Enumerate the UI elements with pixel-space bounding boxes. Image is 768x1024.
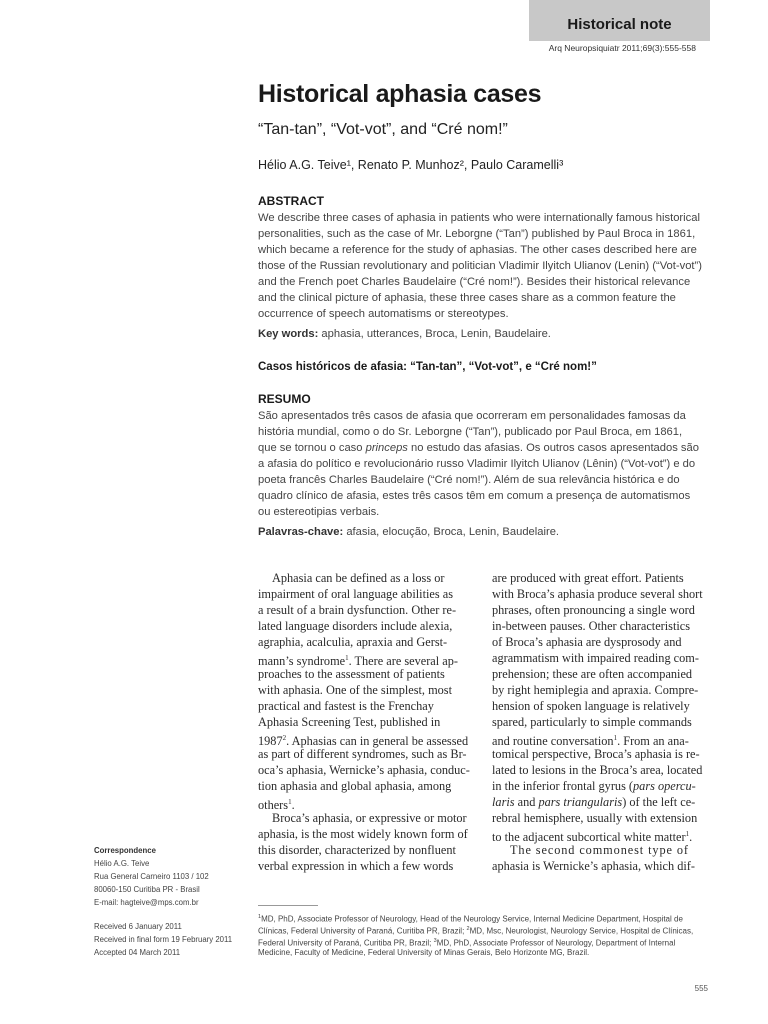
body-line: are produced with great effort. Patients bbox=[492, 571, 684, 585]
body-line: as part of different syndromes, such as Br- bbox=[258, 747, 467, 761]
footnote-line: $^1$MD, PhD, Associate Professor of Neurology, Head of the Neurology Service, Internal Medicine Department, Hospital de bbox=[258, 914, 683, 924]
body-line: of Broca’s aphasia are dysprosody and bbox=[492, 635, 682, 649]
article-title: Historical aphasia cases bbox=[258, 80, 542, 108]
body-line: by right hemiplegia and apraxia. Compre- bbox=[492, 683, 699, 697]
body-line: oca’s aphasia, Wernicke’s aphasia, conduc- bbox=[258, 763, 470, 777]
keywords-line bbox=[258, 326, 551, 342]
body-line: this disorder, characterized by nonfluent bbox=[258, 843, 456, 857]
keywords-label: Key words: bbox=[258, 328, 319, 340]
princeps-italic: princeps bbox=[365, 442, 408, 454]
body-line: aphasia, is the most widely known form of bbox=[258, 827, 468, 841]
footnote-divider bbox=[258, 905, 318, 906]
body-line: a result of a brain dysfunction. Other re- bbox=[258, 603, 457, 617]
body-line: others$^1$. bbox=[258, 798, 295, 813]
section-tab-label: Historical note bbox=[567, 16, 672, 33]
body-line: rebral hemisphere, usually with extension bbox=[492, 811, 698, 825]
body-line: with aphasia. One of the simplest, most bbox=[258, 683, 452, 697]
page-number: 555 bbox=[694, 984, 708, 993]
body-line: Aphasia Screening Test, published in bbox=[258, 715, 441, 729]
resumo-line: São apresentados três casos de afasia que ocorreram em personalidades famosas da bbox=[258, 410, 686, 422]
body-line: Broca’s aphasia, or expressive or motor bbox=[272, 811, 467, 825]
body-line: Aphasia can be defined as a loss or bbox=[272, 571, 445, 585]
citation-ref: 1 bbox=[613, 734, 618, 742]
footnote-line: Clínicas, Federal University of Paraná, Curitiba PR, Brazil; $^2$MD, Msc, Neurologist, Neurology Service, Hospital de Clínicas, bbox=[258, 926, 694, 936]
body-line: aphasia is Wernicke’s aphasia, which dif- bbox=[492, 859, 695, 873]
body-line: The second commonest type of bbox=[510, 843, 689, 857]
body-line: hension of spoken language is relatively bbox=[492, 699, 690, 713]
footnote-line: Federal University of Paraná, Curitiba PR, Brazil; $^3$MD, PhD, Associate Professor of Neurology, Department of Internal bbox=[258, 938, 676, 948]
resumo-line: história mundial, como o do Sr. Leborgne (“Tan”), publicado por Paul Broca, em 1861, bbox=[258, 426, 683, 438]
palavras-chave-label: Palavras-chave: bbox=[258, 526, 344, 538]
resumo-line: ou estereotipias verbais. bbox=[258, 506, 380, 518]
resumo-line: que se tornou o caso princeps no estudo das afasias. Os outros casos apresentados são bbox=[258, 442, 699, 454]
correspondence-address: 80060-150 Curitiba PR - Brasil bbox=[94, 885, 200, 894]
body-line: mann’s syndrome$^1$. There are several ap- bbox=[258, 654, 458, 669]
body-line: prehension; these are often accompanied bbox=[492, 667, 693, 681]
abstract-line: and the clinical picture of aphasia, these three cases share as a common feature the bbox=[258, 292, 676, 304]
correspondence-heading: Correspondence bbox=[94, 846, 156, 855]
portuguese-title: Casos históricos de afasia: “Tan-tan”, “Vot-vot”, e “Cré nom!” bbox=[258, 361, 597, 373]
correspondence-name: Hélio A.G. Teive bbox=[94, 859, 150, 868]
correspondence-email: E-mail: hagteive@mps.com.br bbox=[94, 898, 199, 907]
received-date: Received 6 January 2011 bbox=[94, 922, 182, 931]
body-line: laris and pars triangularis) of the left ce- bbox=[492, 795, 696, 809]
body-line: lated language disorders include alexia, bbox=[258, 619, 453, 633]
abstract-line: We describe three cases of aphasia in patients who were internationally famous historical bbox=[258, 212, 700, 224]
body-line: in the inferior frontal gyrus (pars opercu- bbox=[492, 779, 696, 793]
body-line: verbal expression in which a few words bbox=[258, 859, 454, 873]
body-line: tomical perspective, Broca’s aphasia is re- bbox=[492, 747, 700, 761]
body-line: to the adjacent subcortical white matter$^1$. bbox=[492, 830, 693, 845]
body-line: with Broca’s aphasia produce several short bbox=[492, 587, 703, 601]
body-line: proaches to the assessment of patients bbox=[258, 667, 445, 681]
body-line: in-between pauses. Other characteristics bbox=[492, 619, 691, 633]
article-subtitle: “Tan-tan”, “Vot-vot”, and “Cré nom!” bbox=[258, 121, 508, 138]
body-line: spared, particularly to simple commands bbox=[492, 715, 692, 729]
body-line: lated to lesions in the Broca’s area, located bbox=[492, 763, 703, 777]
resumo-line: poeta francês Charles Baudelaire (“Cré nom!”). Além de sua relevância histórica e do bbox=[258, 474, 680, 486]
abstract-line: and the French poet Charles Baudelaire (“Cré nom!”). Besides their historical relevance bbox=[258, 276, 691, 288]
abstract-line: those of the Russian revolutionary and politician Vladimir Ilyitch Ulianov (Lenin) (“Vot-vot”) bbox=[258, 260, 702, 272]
resumo-line: quadro clínico de afasia, estes três casos têm em comum a presença de automatismos bbox=[258, 490, 691, 502]
correspondence-address: Rua General Carneiro 1103 / 102 bbox=[94, 872, 209, 881]
body-line: impairment of oral language abilities as bbox=[258, 587, 453, 601]
revised-date: Received in final form 19 February 2011 bbox=[94, 935, 233, 944]
accepted-date: Accepted 04 March 2011 bbox=[94, 948, 181, 957]
citation-ref: 1 bbox=[288, 798, 292, 806]
body-line: and routine conversation$^1$. From an ana- bbox=[492, 734, 689, 749]
footnote-line: Medicine, Faculty of Medicine, Federal University of Minas Gerais, Belo Horizonte MG, Brazil. bbox=[258, 948, 590, 957]
palavras-chave-line bbox=[258, 524, 559, 540]
resumo-line: a afasia do político e revolucionário russo Vladimir Ilyitch Ulianov (Lênin) (“Vot-vot”) e do bbox=[258, 458, 696, 470]
body-line: agraphia, acalculia, apraxia and Gerst- bbox=[258, 635, 448, 649]
keywords-text: aphasia, utterances, Broca, Lenin, Baudelaire. bbox=[318, 328, 551, 340]
abstract-line: occurrence of speech automatisms or stereotypes. bbox=[258, 308, 509, 320]
resumo-heading: RESUMO bbox=[258, 392, 311, 406]
body-line: tion aphasia and global aphasia, among bbox=[258, 779, 452, 793]
abstract-heading: ABSTRACT bbox=[258, 194, 324, 208]
abstract-line: which became a reference for the study of aphasias. The other cases described here are bbox=[258, 244, 697, 256]
palavras-chave-text: afasia, elocução, Broca, Lenin, Baudelaire. bbox=[343, 526, 560, 538]
citation-ref: 1 bbox=[685, 830, 690, 838]
journal-reference: Arq Neuropsiquiatr 2011;69(3):555-558 bbox=[548, 43, 696, 53]
body-line: phrases, often pronouncing a single word bbox=[492, 603, 695, 617]
section-tab bbox=[529, 0, 710, 41]
body-line: agrammatism with impaired reading com- bbox=[492, 651, 699, 665]
body-line: 1987$^2$. Aphasias can in general be assessed bbox=[258, 734, 469, 749]
citation-ref: 2 bbox=[282, 734, 287, 742]
abstract-line: personalities, such as the case of Mr. Leborgne (“Tan”) published by Paul Broca in 1861, bbox=[258, 228, 696, 240]
body-line: practical and fastest is the Frenchay bbox=[258, 699, 434, 713]
author-list: Hélio A.G. Teive¹, Renato P. Munhoz², Paulo Caramelli³ bbox=[258, 158, 564, 172]
citation-ref: 1 bbox=[345, 654, 349, 662]
